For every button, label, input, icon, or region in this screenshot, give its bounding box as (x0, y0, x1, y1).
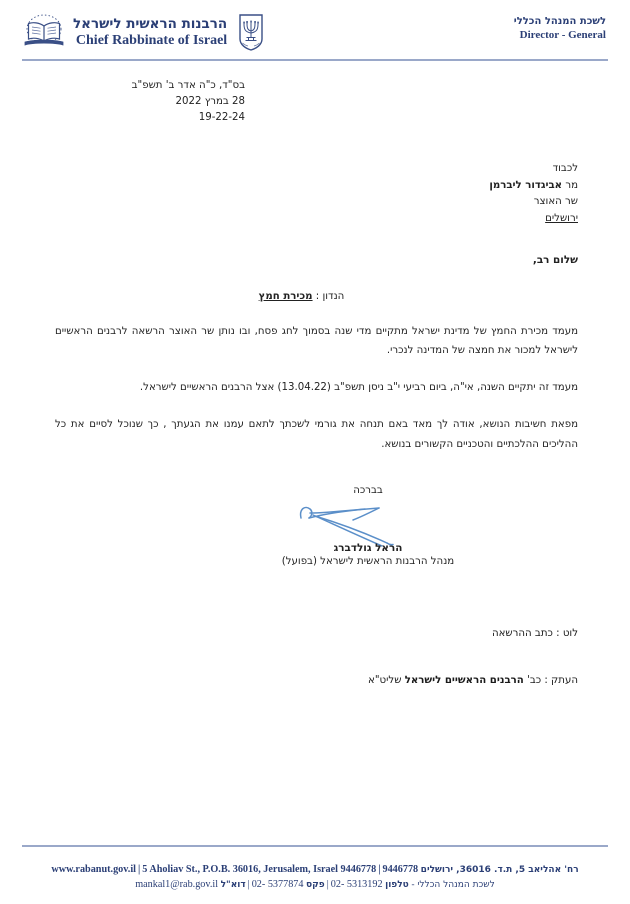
footer-separator-2: | (378, 864, 381, 875)
footer-fax-number: 02- 5377874 (251, 879, 304, 890)
office-name-hebrew: לשכת המנהל הכללי (513, 16, 606, 27)
attachment-note: לוט : כתב ההרשאה (491, 628, 578, 639)
letter-notes (55, 628, 578, 686)
letterhead-logo-group (22, 12, 264, 52)
footer-fax-label: פקס (306, 880, 325, 890)
footer-email-label: דוא"ל (220, 880, 246, 890)
open-book-emblem-icon (22, 12, 66, 52)
footer-address-line (20, 864, 610, 875)
footer-office-hebrew: לשכת המנהל הכללי - (411, 880, 495, 890)
date-block (55, 78, 245, 125)
paragraph-3: מפאת חשיבות הנושא, אודה לך מאד באם תנחה את גורמי לשכתך לתאם עמנו את הגעתך , כך שנוכל לסיים את כל ההליכים ההלכתיים והטכניים הקשורים בנושא. (55, 419, 578, 451)
footer-contact-line (20, 879, 610, 890)
addressee-name: אביגדור ליברמן (489, 179, 563, 191)
gregorian-date: 28 במרץ 2022 (175, 95, 245, 107)
copy-note (55, 675, 578, 686)
letterhead (0, 10, 630, 58)
reference-number: 19-22-24 (198, 111, 245, 123)
letterhead-office (514, 16, 606, 41)
footer-email[interactable]: mankal1@rab.gov.il (135, 879, 219, 890)
addressee-role: שר האוצר (533, 196, 578, 208)
footer-website[interactable]: www.rabanut.gov.il (51, 864, 137, 875)
addressee-city: ירושלים (545, 212, 578, 224)
footer-phone-label: טלפון (385, 880, 409, 890)
copy-suffix: שליט"א (368, 675, 405, 686)
org-name-hebrew: הרבנות הראשית לישראל (73, 16, 228, 33)
footer-address-english: 5 Aholiav St., P.O.B. 36016, Jerusalem, Israel 9446778 (142, 864, 377, 875)
subject-value: מכירת חמץ (258, 290, 313, 302)
copy-recipient: הרבנים הראשיים לישראל (404, 675, 524, 686)
paragraph-1: מעמד מכירת החמץ של מדינת ישראל מתקיים מדי שנה בסמוך לחג פסח, ובו נותן שר האוצר הרשאה לרבנים הראשיים לישראל למכור את חמצה של המדינה לנכרי. (55, 325, 578, 357)
footer-phone-number: 02- 5313192 (330, 879, 383, 890)
org-name-english: Chief Rabbinate of Israel (75, 32, 228, 48)
header-divider (22, 59, 608, 61)
letter-body (55, 78, 578, 567)
addressee-to: לכבוד (552, 163, 578, 175)
signature-block (238, 485, 498, 567)
handwritten-signature-icon (238, 498, 498, 542)
footer-separator-3: | (247, 879, 250, 890)
letterhead-org-names (73, 16, 227, 48)
office-name-english: Director - General (519, 28, 606, 41)
addressee-block (55, 161, 578, 227)
signatory-name: הראל גולדברג (333, 541, 403, 554)
hebrew-date: בס"ד, כ"ה אדר ב' תשפ"ב (131, 80, 245, 91)
signatory-title: מנהל הרבנות הראשית לישראל (בפועל) (281, 555, 455, 567)
footer-divider (22, 845, 608, 847)
addressee-name-line (55, 178, 578, 195)
israel-state-menorah-emblem-icon (238, 13, 264, 51)
paragraph-2: מעמד זה יתקיים השנה, אי"ה, ביום רביעי י"ב ניסן תשפ"ב (13.04.22) אצל הרבנים הראשיים לישראל. (139, 382, 578, 394)
footer-separator-4: | (326, 879, 329, 890)
page-footer (20, 864, 610, 890)
greeting-line: שלום רב, (532, 253, 578, 266)
footer-address-hebrew: רח' אהליאב 5, ת.ד. 36016, ירושלים (420, 865, 579, 875)
copy-label: העתק : כב' (523, 675, 578, 686)
footer-postal-code: 9446778 (382, 864, 419, 875)
subject-label: הנדון : (312, 290, 345, 302)
subject-line (55, 291, 578, 302)
signature-regards: בברכה (353, 484, 383, 496)
footer-separator-1: | (138, 864, 141, 875)
addressee-prefix: מר (562, 179, 578, 191)
